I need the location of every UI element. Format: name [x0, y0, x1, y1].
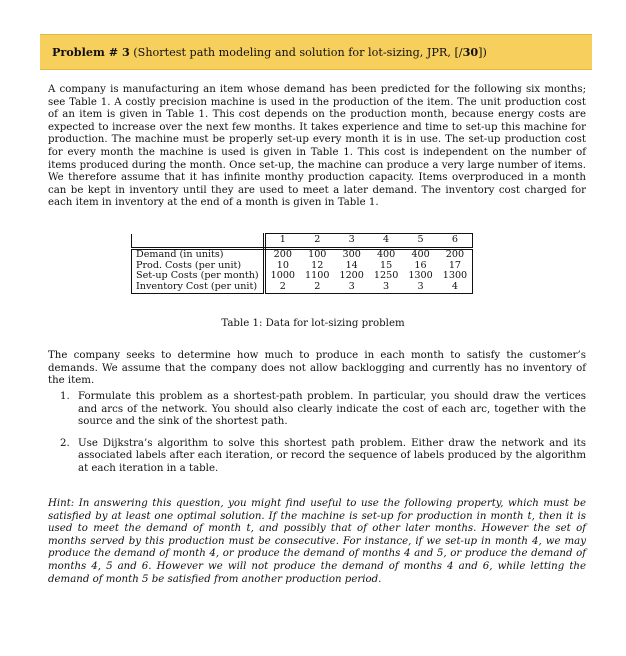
month-header: 1	[264, 234, 300, 249]
table-cell: 10	[276, 259, 289, 271]
month-header: 3	[334, 234, 368, 249]
table-cell: 14	[345, 259, 358, 271]
table-cell: 3	[369, 282, 403, 293]
table-corner-cell	[132, 234, 265, 249]
table-header-row	[132, 234, 473, 249]
table-cell: 1250	[373, 270, 399, 282]
month-header: 6	[438, 234, 473, 249]
table-cell: 400	[376, 248, 396, 260]
table-caption: Table 1: Data for lot-sizing problem	[221, 318, 405, 329]
problem-points: 30	[462, 45, 479, 59]
question-number: 2.	[60, 437, 70, 449]
table-cell: 200	[273, 248, 292, 260]
hint-paragraph: Hint: In answering this question, you might find useful to use the following property, which must be satisfied by at least one optimal solution. If the machine is set-up for production in month t, then it is used to meet the demand of month t, and possibly that of other later months. However the set of months served by this production must be consecutive. For instance, if we set-up in month 4, we may produce the demand of month 4, or produce the demand of months 4 and 5, or produce the demand of months 4, 5 and 6. However we will not produce the demand of months 4 and 6, while letting the demand of month 5 be satisfied from another production period.	[48, 498, 586, 585]
question-number: 1.	[60, 391, 70, 402]
problem-title	[52, 45, 487, 59]
table-cell: 15	[379, 259, 393, 271]
question-list	[60, 391, 586, 485]
table-cell: 1300	[438, 271, 473, 282]
table-cell: 2	[300, 282, 334, 293]
table-row	[132, 282, 473, 293]
problem-title-end: ])	[478, 46, 487, 59]
table-cell: 1100	[305, 270, 330, 282]
table-cell: 17	[438, 261, 473, 272]
list-item	[60, 438, 586, 476]
row-label: Prod. Costs (per unit)	[132, 261, 265, 272]
row-label: Demand (in units)	[132, 248, 265, 260]
month-header: 4	[369, 234, 403, 249]
table-cell: 100	[308, 248, 327, 260]
table-cell: 1000	[270, 270, 296, 282]
problem-header-banner	[40, 34, 592, 70]
list-item	[60, 391, 586, 429]
table-cell: 200	[438, 248, 473, 260]
intro-paragraph: A company is manufacturing an item whose demand has been predicted for the following six months; see Table 1. A costly precision machine is used in the production of the item. The unit production cost of an item is given in Table 1. This cost depends on the production month, because energy costs are expected to increase over the next few months. It takes experience and time to set-up this machine for production. The machine must be properly set-up every month it is in use. The set-up production cost for every month the machine is used is given in Table 1. This cost is independent on the number of items produced during the month. Once set-up, the machine can produce a very large number of items. We therefore assume that it has infinite monthy production capacity. Items overproduced in a month can be kept in inventory until they are used to meet a later demand. The inventory cost charged for each item in inventory at the end of a month is given in Table 1.	[48, 84, 586, 209]
problem-subtitle: (Shortest path modeling and solution for lot-sizing, JPR, [/	[129, 46, 463, 59]
month-header: 5	[403, 234, 437, 249]
table-cell: 12	[311, 259, 324, 271]
problem-number: Problem # 3	[52, 45, 130, 59]
table-cell: 2	[264, 282, 300, 293]
table-cell: 3	[403, 282, 437, 293]
table-cell: 16	[414, 259, 427, 271]
question-text: Use Dijkstra’s algorithm to solve this shortest path problem. Either draw the network and its associated labels after each iteration, or record the sequence of labels produced by the algorithm at each iteration in a table.	[78, 437, 586, 474]
table-cell: 400	[411, 248, 430, 260]
question-text: Formulate this problem as a shortest-path problem. In particular, you should draw the vertices and arcs of the network. You should also clearly indicate the cost of each arc, together with the source and the sink of the shortest path.	[78, 391, 586, 428]
month-header: 2	[300, 234, 334, 249]
table-cell: 300	[342, 248, 361, 260]
row-label: Inventory Cost (per unit)	[132, 282, 265, 293]
table-cell: 1300	[408, 270, 433, 282]
assumptions-paragraph: The company seeks to determine how much to produce in each month to satisfy the customer’s demands. We assume that the company does not allow backlogging and currently has no inventory of the item.	[48, 350, 586, 387]
table-cell: 4	[438, 282, 473, 293]
table-cell: 3	[334, 282, 368, 293]
row-label: Set-up Costs (per month)	[132, 271, 265, 282]
table-cell: 1200	[339, 270, 364, 282]
table-row	[132, 248, 473, 260]
lot-sizing-data-table	[131, 233, 473, 294]
